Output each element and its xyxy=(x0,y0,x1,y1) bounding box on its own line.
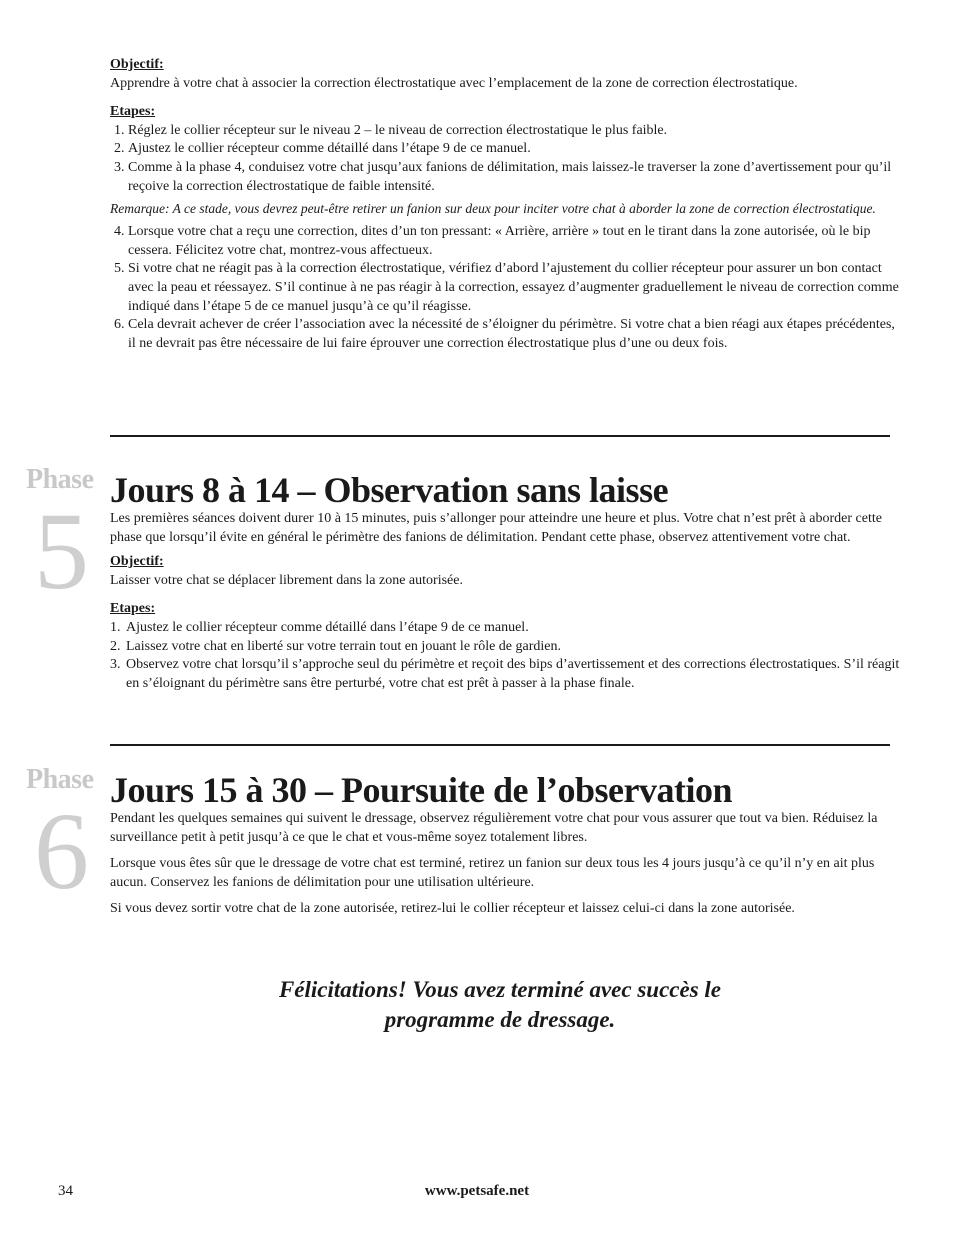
phase6-section xyxy=(110,770,900,919)
steps-heading: Etapes: xyxy=(110,601,156,617)
phase5-intro: Les premières séances doivent durer 10 à 15 minutes, puis s’allonger pour atteindre une heure et plus. Votre chat n’est prêt à aborder cette phase que lorsqu’il évite en général le périmètre des fanions de délimitation. Pendant cette phase, observez attentivement votre chat. xyxy=(110,511,882,545)
phase5-number: 5 xyxy=(34,490,89,612)
phase5-title: Jours 8 à 14 – Observation sans laisse xyxy=(110,470,669,510)
steps-heading: Etapes: xyxy=(110,104,156,120)
website-url: www.petsafe.net xyxy=(424,1183,530,1199)
phase4-continuation xyxy=(110,56,900,353)
objective-text: Laisser votre chat se déplacer librement dans la zone autorisée. xyxy=(110,572,463,588)
congrats-line-2: programme de dressage. xyxy=(384,1007,616,1032)
objective-text: Apprendre à votre chat à associer la correction électrostatique avec l’emplacement de la zone de correction électrostatique. xyxy=(110,75,798,91)
phase6-paragraph-2: Lorsque vous êtes sûr que le dressage de votre chat est terminé, retirez un fanion sur deux tous les 4 jours jusqu’à ce qu’il n’y en ait plus aucun. Conservez les fanions de délimitation pour une utilisation ultérieure. xyxy=(110,856,875,890)
remark-note: Remarque: A ce stade, vous devrez peut-être retirer un fanion sur deux pour inciter votre chat à aborder la zone de correction électrostatique. xyxy=(110,201,876,217)
section-divider xyxy=(110,744,890,746)
list-item: 3. Comme à la phase 4, conduisez votre chat jusqu’aux fanions de délimitation, mais laissez-le traverser la zone d’avertissement pour qu’il reçoive la correction électrostatique de faible intensité. xyxy=(114,159,892,194)
list-item: 6. Cela devrait achever de créer l’association avec la nécessité de s’éloigner du périmètre. Si votre chat a bien réagi aux étapes précédentes, il ne devrait pas être nécessaire de lui faire éprouver une correction électrostatique plus d’une ou deux fois. xyxy=(114,317,895,351)
list-item: 2. Ajustez le collier récepteur comme détaillé dans l’étape 9 de ce manuel. xyxy=(114,141,531,157)
list-item: 1. Réglez le collier récepteur sur le niveau 2 – le niveau de correction électrostatique le plus faible. xyxy=(114,122,668,138)
list-item: 3. Observez votre chat lorsqu’il s’approche seul du périmètre et reçoit des bips d’avertissement et des corrections électrostatiques. S’il réagit en s’éloignant du périmètre sans être perturbé, votre chat est prêt à passer à la phase finale. xyxy=(110,657,900,691)
congrats-line-1: Félicitations! Vous avez terminé avec succès le xyxy=(278,977,722,1002)
list-item: 5. Si votre chat ne réagit pas à la correction électrostatique, vérifiez d’abord l’ajustement du collier récepteur pour assurer un bon contact avec la peau et réessayez. S’il continue à ne pas réagir à la correction, essayez d’augmenter graduellement le niveau de correction comme indiqué dans l’étape 5 de ce manuel jusqu’à ce qu’il réagisse. xyxy=(114,261,899,314)
phase6-label: Phase xyxy=(26,764,94,795)
objective-heading: Objectif: xyxy=(110,554,164,570)
steps-list-a xyxy=(110,122,900,196)
phase6-number: 6 xyxy=(34,790,89,912)
list-item: 1. Ajustez le collier récepteur comme détaillé dans l’étape 9 de ce manuel. xyxy=(110,619,529,635)
congratulations-message xyxy=(110,975,890,1035)
list-item: 4. Lorsque votre chat a reçu une correction, dites d’un ton pressant: « Arrière, arrière » tout en le tirant dans la zone autorisée, où le bip cessera. Félicitez votre chat, montrez-vous affectueux. xyxy=(114,224,871,258)
page-number: 34 xyxy=(58,1183,73,1199)
phase6-title: Jours 15 à 30 – Poursuite de l’observation xyxy=(110,770,732,810)
phase5-steps-list xyxy=(110,619,900,693)
phase5-label: Phase xyxy=(26,464,94,495)
section-divider xyxy=(110,435,890,437)
phase6-paragraph-3: Si vous devez sortir votre chat de la zone autorisée, retirez-lui le collier récepteur et laissez celui-ci dans la zone autorisée. xyxy=(110,901,795,917)
phase6-paragraph-1: Pendant les quelques semaines qui suivent le dressage, observez régulièrement votre chat pour vous assurer que tout va bien. Réduisez la surveillance petit à petit jusqu’à ce que le chat et vous-même soyez totalement libres. xyxy=(110,811,878,845)
list-item: 2. Laissez votre chat en liberté sur votre terrain tout en jouant le rôle de gardien. xyxy=(110,638,561,654)
steps-list-b xyxy=(110,223,900,353)
phase5-section xyxy=(110,470,900,693)
objective-heading: Objectif: xyxy=(110,57,164,72)
